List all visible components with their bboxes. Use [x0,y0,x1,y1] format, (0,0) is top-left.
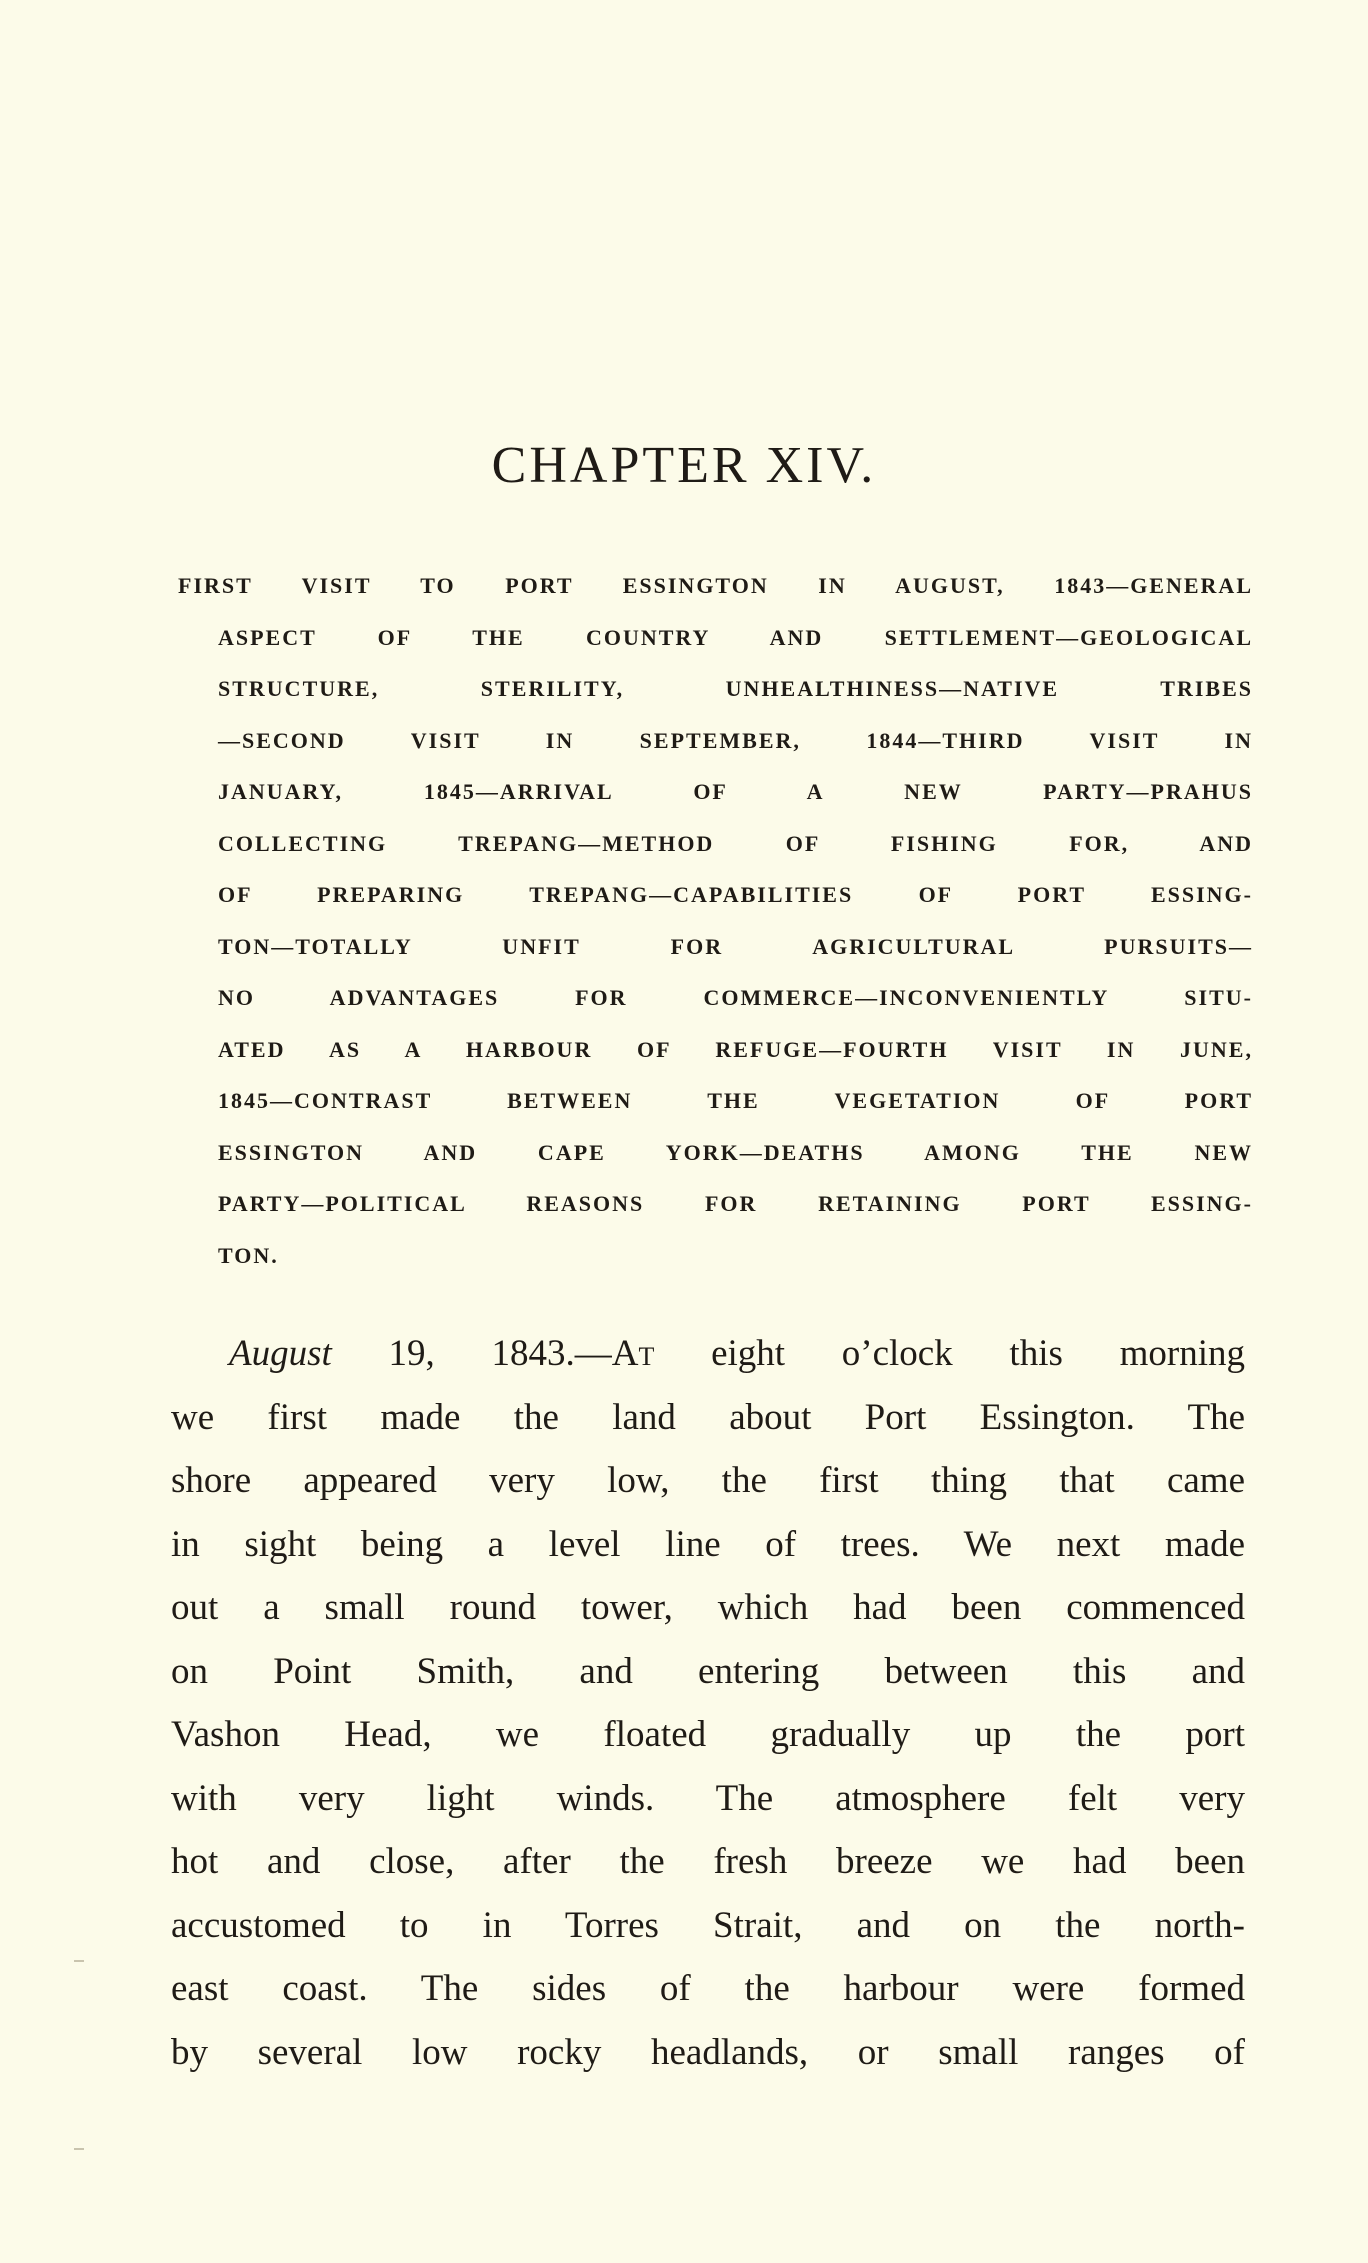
margin-speck [74,2148,84,2150]
synopsis-line: TON—TOTALLY UNFIT FOR AGRICULTURAL PURSUITS— [218,933,1253,959]
first-line-text: eight o’clock this morning [654,1333,1245,1374]
body-line: out a small round tower, which had been commenced [171,1587,1245,1628]
body-line: hot and close, after the fresh breeze we had been [171,1841,1245,1882]
synopsis-line: ESSINGTON AND CAPE YORK—DEATHS AMONG THE NEW [218,1139,1253,1165]
body-text [171,1322,1245,2084]
synopsis-line: JANUARY, 1845—ARRIVAL OF A NEW PARTY—PRAHUS [218,779,1253,804]
body-line: accustomed to in Torres Strait, and on the north- [171,1904,1245,1946]
synopsis-line: ATED AS A HARBOUR OF REFUGE—FOURTH VISIT IN JUNE, [218,1036,1253,1062]
synopsis-line: FIRST VISIT TO PORT ESSINGTON IN AUGUST, 1843—GENERAL [178,573,1253,598]
chapter-title: CHAPTER XIV. [491,437,877,494]
synopsis-line: OF PREPARING TREPANG—CAPABILITIES OF PORT ESSING- [218,882,1253,907]
entry-date-month: August [229,1333,332,1374]
synopsis-line: —SECOND VISIT IN SEPTEMBER, 1844—THIRD VISIT IN [218,727,1253,753]
synopsis-line: COLLECTING TREPANG—METHOD OF FISHING FOR, AND [218,830,1253,856]
body-first-line [171,1322,1245,1386]
chapter-synopsis [178,560,1253,1281]
body-line: in sight being a level line of trees. We next made [171,1523,1245,1565]
synopsis-line: TON. [218,1242,279,1268]
synopsis-line: 1845—CONTRAST BETWEEN THE VEGETATION OF PORT [218,1088,1253,1113]
body-line: shore appeared very low, the first thing that came [171,1460,1245,1501]
body-line: Vashon Head, we floated gradually up the port [171,1714,1245,1755]
synopsis-line: PARTY—POLITICAL REASONS FOR RETAINING PORT ESSING- [218,1191,1253,1216]
synopsis-line: STRUCTURE, STERILITY, UNHEALTHINESS—NATIVE TRIBES [218,676,1253,701]
opening-word: At [611,1333,655,1374]
body-line: we first made the land about Port Essington. The [171,1396,1245,1438]
body-line: east coast. The sides of the harbour were formed [171,1968,1245,2009]
synopsis-line: NO ADVANTAGES FOR COMMERCE—INCONVENIENTLY SITU- [218,985,1253,1010]
body-line: by several low rocky headlands, or small ranges of [171,2031,1245,2073]
entry-date-rest: 19, 1843.— [331,1333,612,1374]
body-line: on Point Smith, and entering between this and [171,1650,1245,1692]
synopsis-line: ASPECT OF THE COUNTRY AND SETTLEMENT—GEOLOGICAL [218,624,1253,650]
body-line: with very light winds. The atmosphere felt very [171,1777,1245,1819]
margin-speck [74,1960,84,1962]
